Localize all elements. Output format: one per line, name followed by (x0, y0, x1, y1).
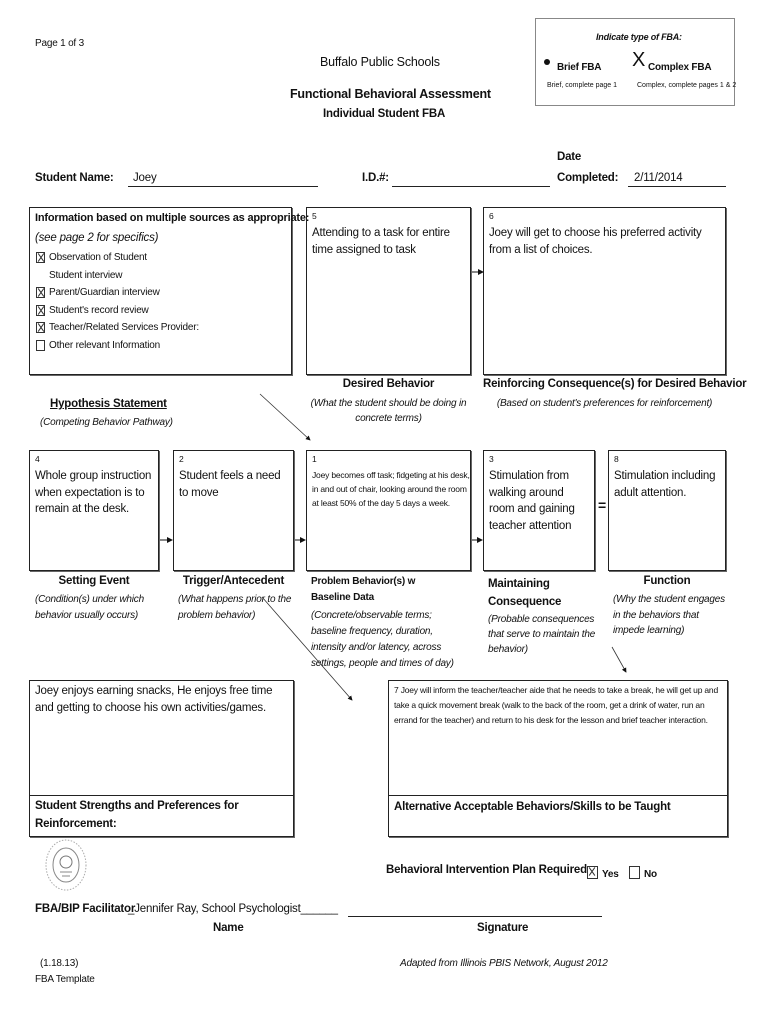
student-name-label: Student Name: (35, 172, 114, 184)
complex-note: Complex, complete pages 1 & 2 (637, 82, 737, 89)
setting-event-sub: (Condition(s) under which behavior usually occurs) (35, 594, 144, 621)
box-number: 8 (614, 454, 619, 464)
arrow-hypothesis-to-1 (260, 394, 310, 440)
arrow-trigger-to-alt (262, 597, 352, 700)
trigger-antecedent-sub: (What happens prior to the problem behavior) (178, 594, 292, 621)
page-subtitle: Individual Student FBA (323, 108, 446, 120)
strengths-label: Student Strengths and Preferences for Reinforcement: (35, 800, 239, 830)
hypothesis-sub: (Competing Behavior Pathway) (40, 417, 173, 428)
name-caption: Name (213, 922, 244, 934)
bip-yes-option[interactable]: Yes (587, 864, 619, 882)
list-item: Student's record review (36, 302, 199, 320)
alternative-behavior-text: 7 Joey will inform the teacher/teacher aide that he needs to take a break, he will get up and take a quick movement break (walk to the back of the room, get a drink of water, run an errand for the teacher) and return to his desk for the lesson and brief teacher interaction. (394, 685, 718, 725)
box-number: 6 (489, 211, 494, 221)
brief-note: Brief, complete page 1 (547, 82, 618, 89)
problem-behavior-text: Joey becomes off task; fidgeting at his desk, in and out of chair, looking around the room at least 50% of the day 5 days a week. (312, 470, 470, 509)
fba-type-heading: Indicate type of FBA: (596, 32, 682, 42)
facilitator-name-field[interactable]: _Jennifer Ray, School Psychologist______ (128, 903, 338, 915)
arrow-function-to-7 (612, 647, 626, 672)
box-number: 2 (179, 454, 184, 464)
org-name: Buffalo Public Schools (320, 55, 440, 69)
info-note: (see page 2 for specifics) (35, 232, 159, 244)
equals-sign: = (598, 497, 607, 513)
reinforcing-consequence-text: Joey will get to choose his preferred activity from a list of choices. (489, 227, 702, 256)
signature-caption: Signature (477, 922, 529, 934)
page-number: Page 1 of 3 (35, 38, 84, 49)
box-number: 4 (35, 454, 40, 464)
box-number: 1 (312, 454, 317, 464)
bip-required-label: Behavioral Intervention Plan Required (386, 864, 587, 876)
date-label-1: Date (557, 151, 582, 163)
box-number: 5 (312, 211, 317, 221)
list-item: Other relevant Information (36, 337, 199, 355)
trigger-antecedent-text: Student feels a need to move (179, 470, 281, 499)
list-item: Student interview (36, 267, 199, 285)
student-name-field[interactable]: Joey (133, 172, 157, 184)
desired-behavior-sub: (What the student should be doing in concrete terms) (310, 398, 467, 424)
adapted-credit: Adapted from Illinois PBIS Network, August 2012 (400, 958, 608, 969)
desired-behavior-text: Attending to a task for entire time assigned to task (312, 227, 450, 256)
function-label: Function (643, 575, 691, 587)
setting-event-text: Whole group instruction when expectation is to remain at the desk. (35, 470, 152, 516)
function-text: Stimulation including adult attention. (614, 470, 716, 499)
alternative-behavior-label: Alternative Acceptable Behaviors/Skills to be Taught (394, 801, 671, 813)
complex-fba-label: Complex FBA (648, 62, 712, 73)
complex-x-mark-icon[interactable]: X (632, 49, 646, 71)
date-field[interactable]: 2/11/2014 (634, 172, 683, 184)
maintaining-consequence-text: Stimulation from walking around room and gaining teacher attention (489, 470, 575, 533)
reinforcing-consequence-label: Reinforcing Consequence(s) for Desired Behavior (483, 378, 747, 390)
list-item: Teacher/Related Services Provider: (36, 319, 199, 337)
template-text: FBA Template (35, 974, 95, 985)
strengths-text: Joey enjoys earning snacks, He enjoys free time and getting to choose his own activities/games. (35, 685, 273, 714)
list-item: Parent/Guardian interview (36, 284, 199, 302)
problem-behavior-sub: (Concrete/observable terms; baseline frequency, duration, intensity and/or latency, across settings, people and times of day) (311, 610, 454, 669)
facilitator-label: FBA/BIP Facilitator (35, 903, 136, 915)
function-sub: (Why the student engages in the behaviors that impede learning) (613, 594, 725, 636)
page-title: Functional Behavioral Assessment (290, 87, 491, 101)
date-label-2: Completed: (557, 172, 619, 184)
reinforcing-consequence-sub: (Based on student's preferences for reinforcement) (496, 398, 713, 409)
trigger-antecedent-label: Trigger/Antecedent (182, 575, 285, 587)
desired-behavior-label: Desired Behavior (342, 378, 435, 390)
version-text: (1.18.13) (40, 958, 79, 969)
box-number: 3 (489, 454, 494, 464)
info-heading: Information based on multiple sources as appropriate: (35, 212, 310, 224)
list-item: Observation of Student (36, 249, 199, 267)
brief-fba-label: Brief FBA (557, 62, 602, 73)
id-label: I.D.#: (362, 172, 389, 184)
maintaining-consequence-sub: (Probable consequences that serve to maintain the behavior) (488, 614, 596, 655)
maintaining-consequence-label: Maintaining Consequence (488, 578, 562, 609)
hypothesis-label: Hypothesis Statement (50, 398, 167, 410)
bip-no-option[interactable]: No (629, 864, 657, 882)
problem-behavior-label: Problem Behavior(s) w Baseline Data (311, 576, 416, 603)
setting-event-label: Setting Event (58, 575, 130, 587)
